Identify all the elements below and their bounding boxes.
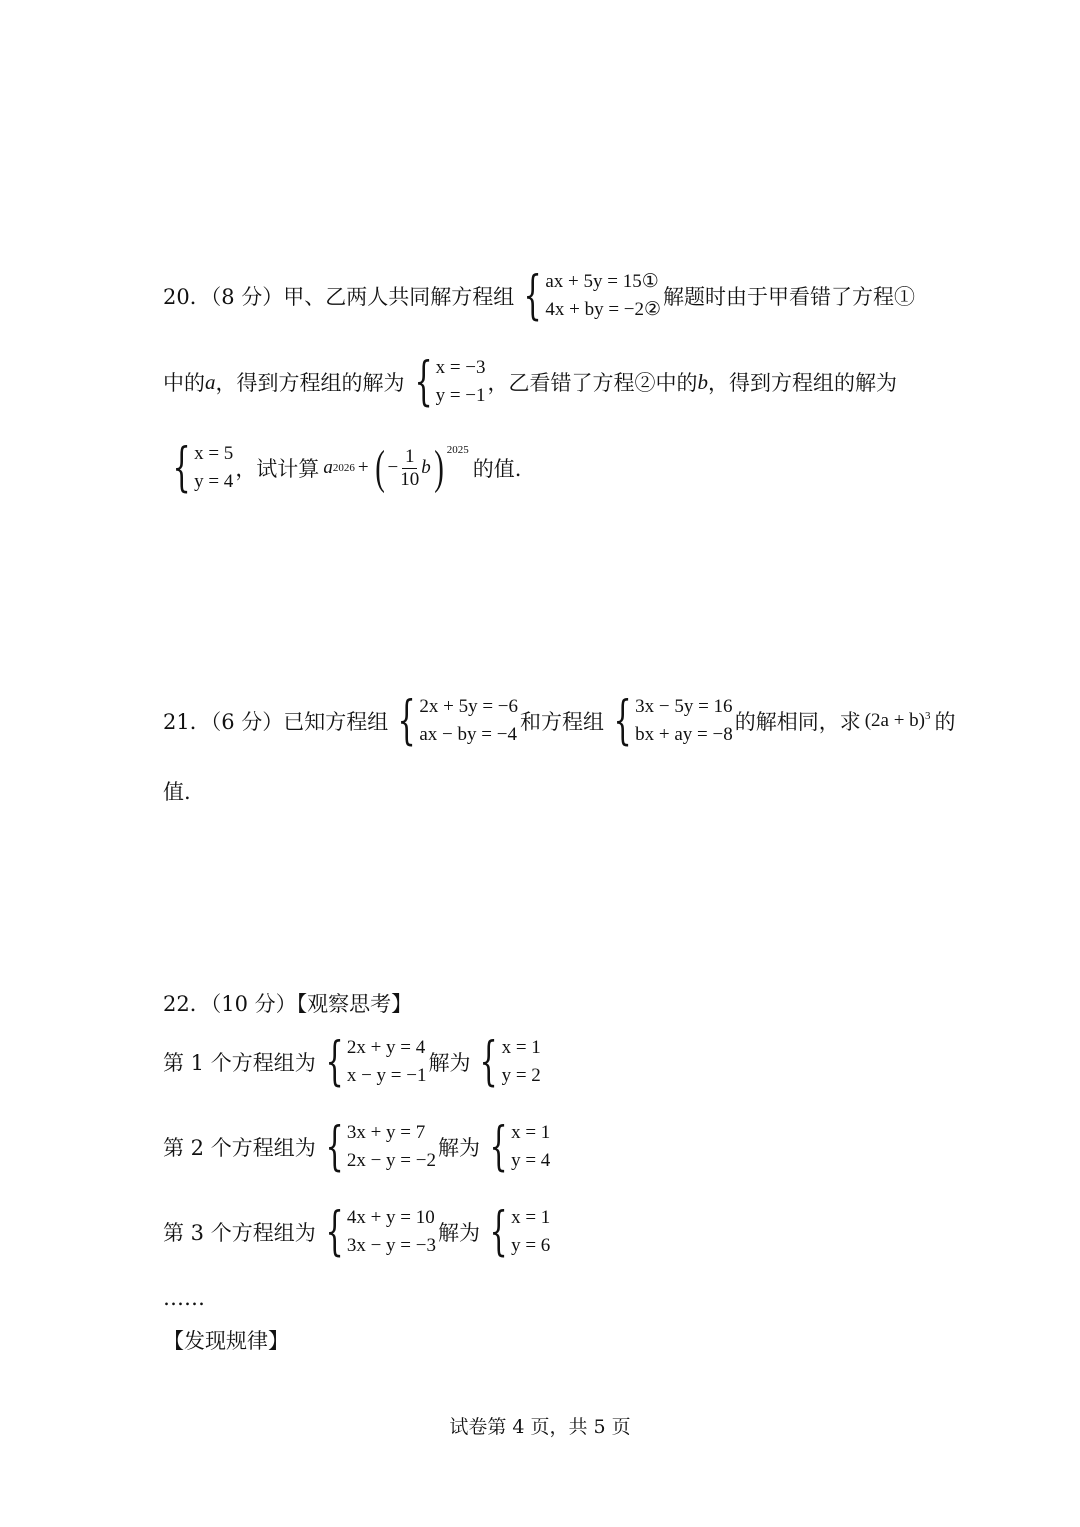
q20-sol2-eq2: y = 4 — [194, 471, 234, 492]
q20-sol1-eq2: y = −1 — [435, 385, 486, 406]
expr-minus: − — [387, 457, 399, 478]
q20-sol1-eq1: x = −3 — [435, 357, 486, 378]
q21-suffix2: 的 — [934, 710, 956, 734]
q21-line2-text: 值. — [163, 780, 191, 804]
row-eq1: 4x + y = 10 — [346, 1207, 435, 1228]
row-eq2: 2x − y = −2 — [346, 1150, 436, 1171]
expr-b: b — [421, 457, 431, 478]
brace-icon: { — [613, 691, 632, 751]
row-s2: y = 2 — [501, 1065, 541, 1086]
expr-plus: + — [357, 457, 369, 478]
q22-row-3 — [163, 1204, 552, 1260]
q21-expression — [865, 710, 931, 732]
ellipsis-text: …… — [163, 1286, 205, 1310]
row-eq1: 3x + y = 7 — [346, 1122, 426, 1143]
q20-solution-1 — [407, 354, 486, 410]
q22-row-2 — [163, 1119, 552, 1175]
q21-prefix: 21．（6 分）已知方程组 — [163, 710, 389, 734]
brace-icon: { — [413, 352, 433, 412]
row-solution — [472, 1034, 540, 1090]
brace-icon: { — [325, 1117, 344, 1177]
q20-line2-c: ，乙看错了方程②中的 — [487, 371, 698, 395]
q20-var-b: b — [697, 369, 709, 394]
q20-solution-2 — [165, 440, 233, 496]
q20-line1 — [163, 268, 915, 324]
q20-sys-eq2: 4x + by = −2② — [545, 299, 662, 320]
q20-var-a: a — [205, 369, 216, 394]
q22-row-1 — [163, 1034, 543, 1090]
row-system — [318, 1204, 436, 1260]
brace-icon: { — [172, 438, 191, 498]
fraction — [400, 446, 419, 491]
brace-icon: { — [489, 1117, 508, 1177]
q22-ellipsis — [163, 1286, 205, 1310]
q21-mid: 和方程组 — [520, 710, 605, 734]
q21-system-a — [390, 693, 518, 749]
q21-expr: (2a + b) — [864, 710, 926, 731]
row-s1: x = 1 — [511, 1207, 551, 1228]
q20-line2-d: ，得到方程组的解为 — [708, 371, 898, 395]
row-system — [318, 1119, 436, 1175]
row-label: 第 3 个方程组为 — [163, 1221, 316, 1245]
brace-icon: { — [489, 1202, 508, 1262]
expr-exp2: 2025 — [446, 444, 469, 456]
row-label: 第 2 个方程组为 — [163, 1136, 316, 1160]
row-eq2: x − y = −1 — [346, 1065, 427, 1086]
q21-line2 — [163, 776, 191, 806]
q21-sysB-eq1: 3x − 5y = 16 — [635, 696, 733, 717]
row-mid: 解为 — [428, 1051, 471, 1075]
row-s1: x = 1 — [511, 1122, 551, 1143]
q21-sysA-eq2: ax − by = −4 — [419, 724, 517, 745]
q20-line2-a: 中的 — [163, 371, 205, 395]
row-eq1: 2x + y = 4 — [346, 1037, 426, 1058]
q20-line3-b: 的值. — [472, 457, 522, 481]
brace-icon: { — [523, 266, 542, 326]
row-eq2: 3x − y = −3 — [346, 1235, 436, 1256]
brace-icon: { — [325, 1202, 344, 1262]
expr-base: a — [323, 457, 333, 478]
frac-num: 1 — [402, 446, 418, 469]
right-paren-icon: ) — [433, 441, 444, 494]
row-system — [318, 1034, 427, 1090]
q20-sol2-eq1: x = 5 — [194, 443, 234, 464]
row-s2: y = 6 — [511, 1235, 551, 1256]
q21-system-b — [606, 693, 733, 749]
row-solution — [482, 1204, 550, 1260]
row-label: 第 1 个方程组为 — [163, 1051, 316, 1075]
q22-title-text: 22．（10 分）【观察思考】 — [163, 992, 413, 1016]
q20-line2-b: ，得到方程组的解为 — [215, 371, 405, 395]
q20-suffix1: 解题时由于甲看错了方程① — [663, 285, 916, 309]
q20-equation-system — [516, 268, 661, 324]
q21-sysA-eq1: 2x + 5y = −6 — [419, 696, 519, 717]
expr-exp1: 2026 — [332, 462, 355, 474]
row-mid: 解为 — [437, 1136, 480, 1160]
rule-heading-text: 【发现规律】 — [163, 1329, 289, 1353]
frac-den: 10 — [400, 468, 420, 490]
q21-expr-exp: 3 — [925, 710, 931, 722]
q20-line2 — [163, 354, 897, 410]
row-solution — [482, 1119, 550, 1175]
row-s1: x = 1 — [501, 1037, 541, 1058]
q21-sysB-eq2: bx + ay = −8 — [635, 724, 733, 745]
q20-line3-a: ，试计算 — [235, 457, 320, 481]
q22-rule-heading — [163, 1325, 289, 1355]
row-s2: y = 4 — [511, 1150, 551, 1171]
left-paren-icon: ( — [374, 441, 385, 494]
brace-icon: { — [479, 1032, 499, 1092]
page-footer: 试卷第 4 页，共 5 页 — [449, 1416, 631, 1438]
q20-sys-eq1: ax + 5y = 15① — [545, 271, 659, 292]
q20-prefix: 20．（8 分）甲、乙两人共同解方程组 — [163, 285, 515, 309]
brace-icon: { — [397, 691, 416, 751]
brace-icon: { — [325, 1032, 344, 1092]
row-mid: 解为 — [437, 1221, 480, 1245]
q22-title — [163, 988, 412, 1018]
q21-suffix: 的解相同，求 — [734, 710, 861, 734]
q20-line3 — [163, 440, 521, 496]
q21-line1 — [163, 693, 956, 749]
q20-expression — [323, 441, 469, 494]
